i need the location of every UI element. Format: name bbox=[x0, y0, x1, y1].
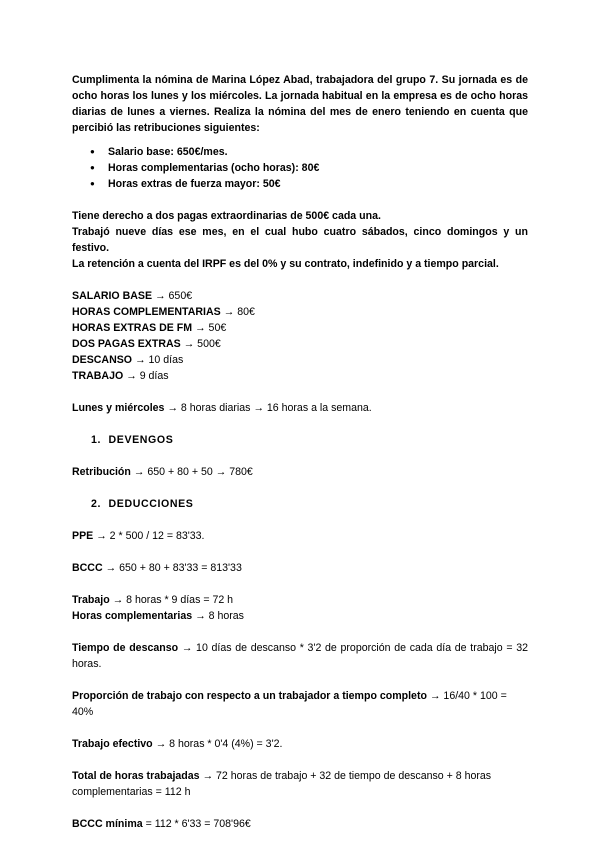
retribucion-label: Retribución bbox=[72, 466, 131, 478]
list-item: ● Salario base: 650€/mes. bbox=[72, 144, 528, 160]
ppe-label: PPE bbox=[72, 530, 94, 542]
retribution-list bbox=[72, 144, 528, 192]
summary-block bbox=[72, 288, 528, 384]
summary-label: HORAS EXTRAS DE FM bbox=[72, 322, 193, 334]
retribucion-line bbox=[72, 464, 528, 480]
horas-comp-line bbox=[72, 608, 528, 624]
proporcion-value: → 16/40 * 100 = 40% bbox=[72, 690, 507, 718]
section-heading-deducciones bbox=[72, 496, 528, 512]
section-number: 1. bbox=[91, 434, 102, 446]
summary-line bbox=[72, 336, 528, 352]
bccc-minima-label: BCCC mínima bbox=[72, 818, 143, 830]
summary-value: → 9 días bbox=[123, 370, 169, 382]
descanso-value: → 10 días de descanso * 3'2 de proporción de cada día de trabajo = 32 horas. bbox=[72, 642, 528, 670]
exercise-statement: Cumplimenta la nómina de Marina López Abad, trabajadora del grupo 7. Su jornada es de ocho horas los lunes y los miércoles. La jornada habitual en la empresa es de ocho horas diarias de lunes a viernes. Realiza la nómina del mes de enero teniendo en cuenta que percibió las retribuciones siguientes: bbox=[72, 74, 528, 134]
schedule-label: Lunes y miércoles bbox=[72, 402, 165, 414]
section-number: 2. bbox=[91, 498, 102, 510]
retribucion-value: → 650 + 80 + 50 → 780€ bbox=[130, 466, 253, 478]
ppe-line bbox=[72, 528, 528, 544]
summary-line bbox=[72, 320, 528, 336]
bccc-label: BCCC bbox=[72, 562, 103, 574]
list-item: ● Horas extras de fuerza mayor: 50€ bbox=[72, 176, 528, 192]
schedule-line bbox=[72, 400, 528, 416]
summary-value: → 10 días bbox=[132, 354, 184, 366]
descanso-line bbox=[72, 640, 528, 672]
ppe-value: → 2 * 500 / 12 = 83'33. bbox=[93, 530, 205, 542]
section-title: DEVENGOS bbox=[108, 434, 174, 446]
fact-worked-days: Trabajó nueve días ese mes, en el cual hubo cuatro sábados, cinco domingos y un festivo. bbox=[72, 226, 528, 254]
bccc-minima-value: = 112 * 6'33 = 708'96€ bbox=[142, 818, 251, 830]
trabajo-value: → 8 horas * 9 días = 72 h bbox=[109, 594, 234, 606]
summary-label: DOS PAGAS EXTRAS bbox=[72, 338, 181, 350]
trabajo-line bbox=[72, 592, 528, 608]
schedule-value: → 8 horas diarias → 16 horas a la semana. bbox=[164, 402, 372, 414]
summary-value: → 500€ bbox=[180, 338, 221, 350]
summary-line bbox=[72, 368, 528, 384]
fact-irpf: La retención a cuenta del IRPF es del 0% y su contrato, indefinido y a tiempo parcial. bbox=[72, 258, 499, 270]
summary-value: → 650€ bbox=[152, 290, 193, 302]
proporcion-line bbox=[72, 688, 528, 720]
summary-line bbox=[72, 304, 528, 320]
total-label: Total de horas trabajadas bbox=[72, 770, 200, 782]
fact-extra-pay: Tiene derecho a dos pagas extraordinarias de 500€ cada una. bbox=[72, 210, 381, 222]
bccc-line bbox=[72, 560, 528, 576]
summary-line bbox=[72, 288, 528, 304]
trabajo-label: Trabajo bbox=[72, 594, 110, 606]
summary-label: TRABAJO bbox=[72, 370, 124, 382]
summary-label: DESCANSO bbox=[72, 354, 133, 366]
bccc-minima-line bbox=[72, 816, 528, 832]
summary-label: SALARIO BASE bbox=[72, 290, 153, 302]
summary-line bbox=[72, 352, 528, 368]
summary-value: → 80€ bbox=[220, 306, 255, 318]
section-title: DEDUCCIONES bbox=[108, 498, 194, 510]
bccc-value: → 650 + 80 + 83'33 = 813'33 bbox=[102, 562, 242, 574]
section-heading-devengos bbox=[72, 432, 528, 448]
summary-value: → 50€ bbox=[192, 322, 227, 334]
efectivo-value: → 8 horas * 0'4 (4%) = 3'2. bbox=[152, 738, 283, 750]
efectivo-label: Trabajo efectivo bbox=[72, 738, 153, 750]
summary-label: HORAS COMPLEMENTARIAS bbox=[72, 306, 221, 318]
horas-comp-value: → 8 horas bbox=[192, 610, 244, 622]
document-page bbox=[72, 72, 528, 832]
horas-comp-label: Horas complementarias bbox=[72, 610, 193, 622]
efectivo-line bbox=[72, 736, 528, 752]
descanso-label: Tiempo de descanso bbox=[72, 642, 179, 654]
total-value: → 72 horas de trabajo + 32 de tiempo de descanso + 8 horas complementarias = 112 h bbox=[72, 770, 492, 798]
list-item: ● Horas complementarias (ocho horas): 80€ bbox=[72, 160, 528, 176]
proporcion-label: Proporción de trabajo con respecto a un trabajador a tiempo completo bbox=[72, 690, 427, 702]
total-line bbox=[72, 768, 528, 800]
